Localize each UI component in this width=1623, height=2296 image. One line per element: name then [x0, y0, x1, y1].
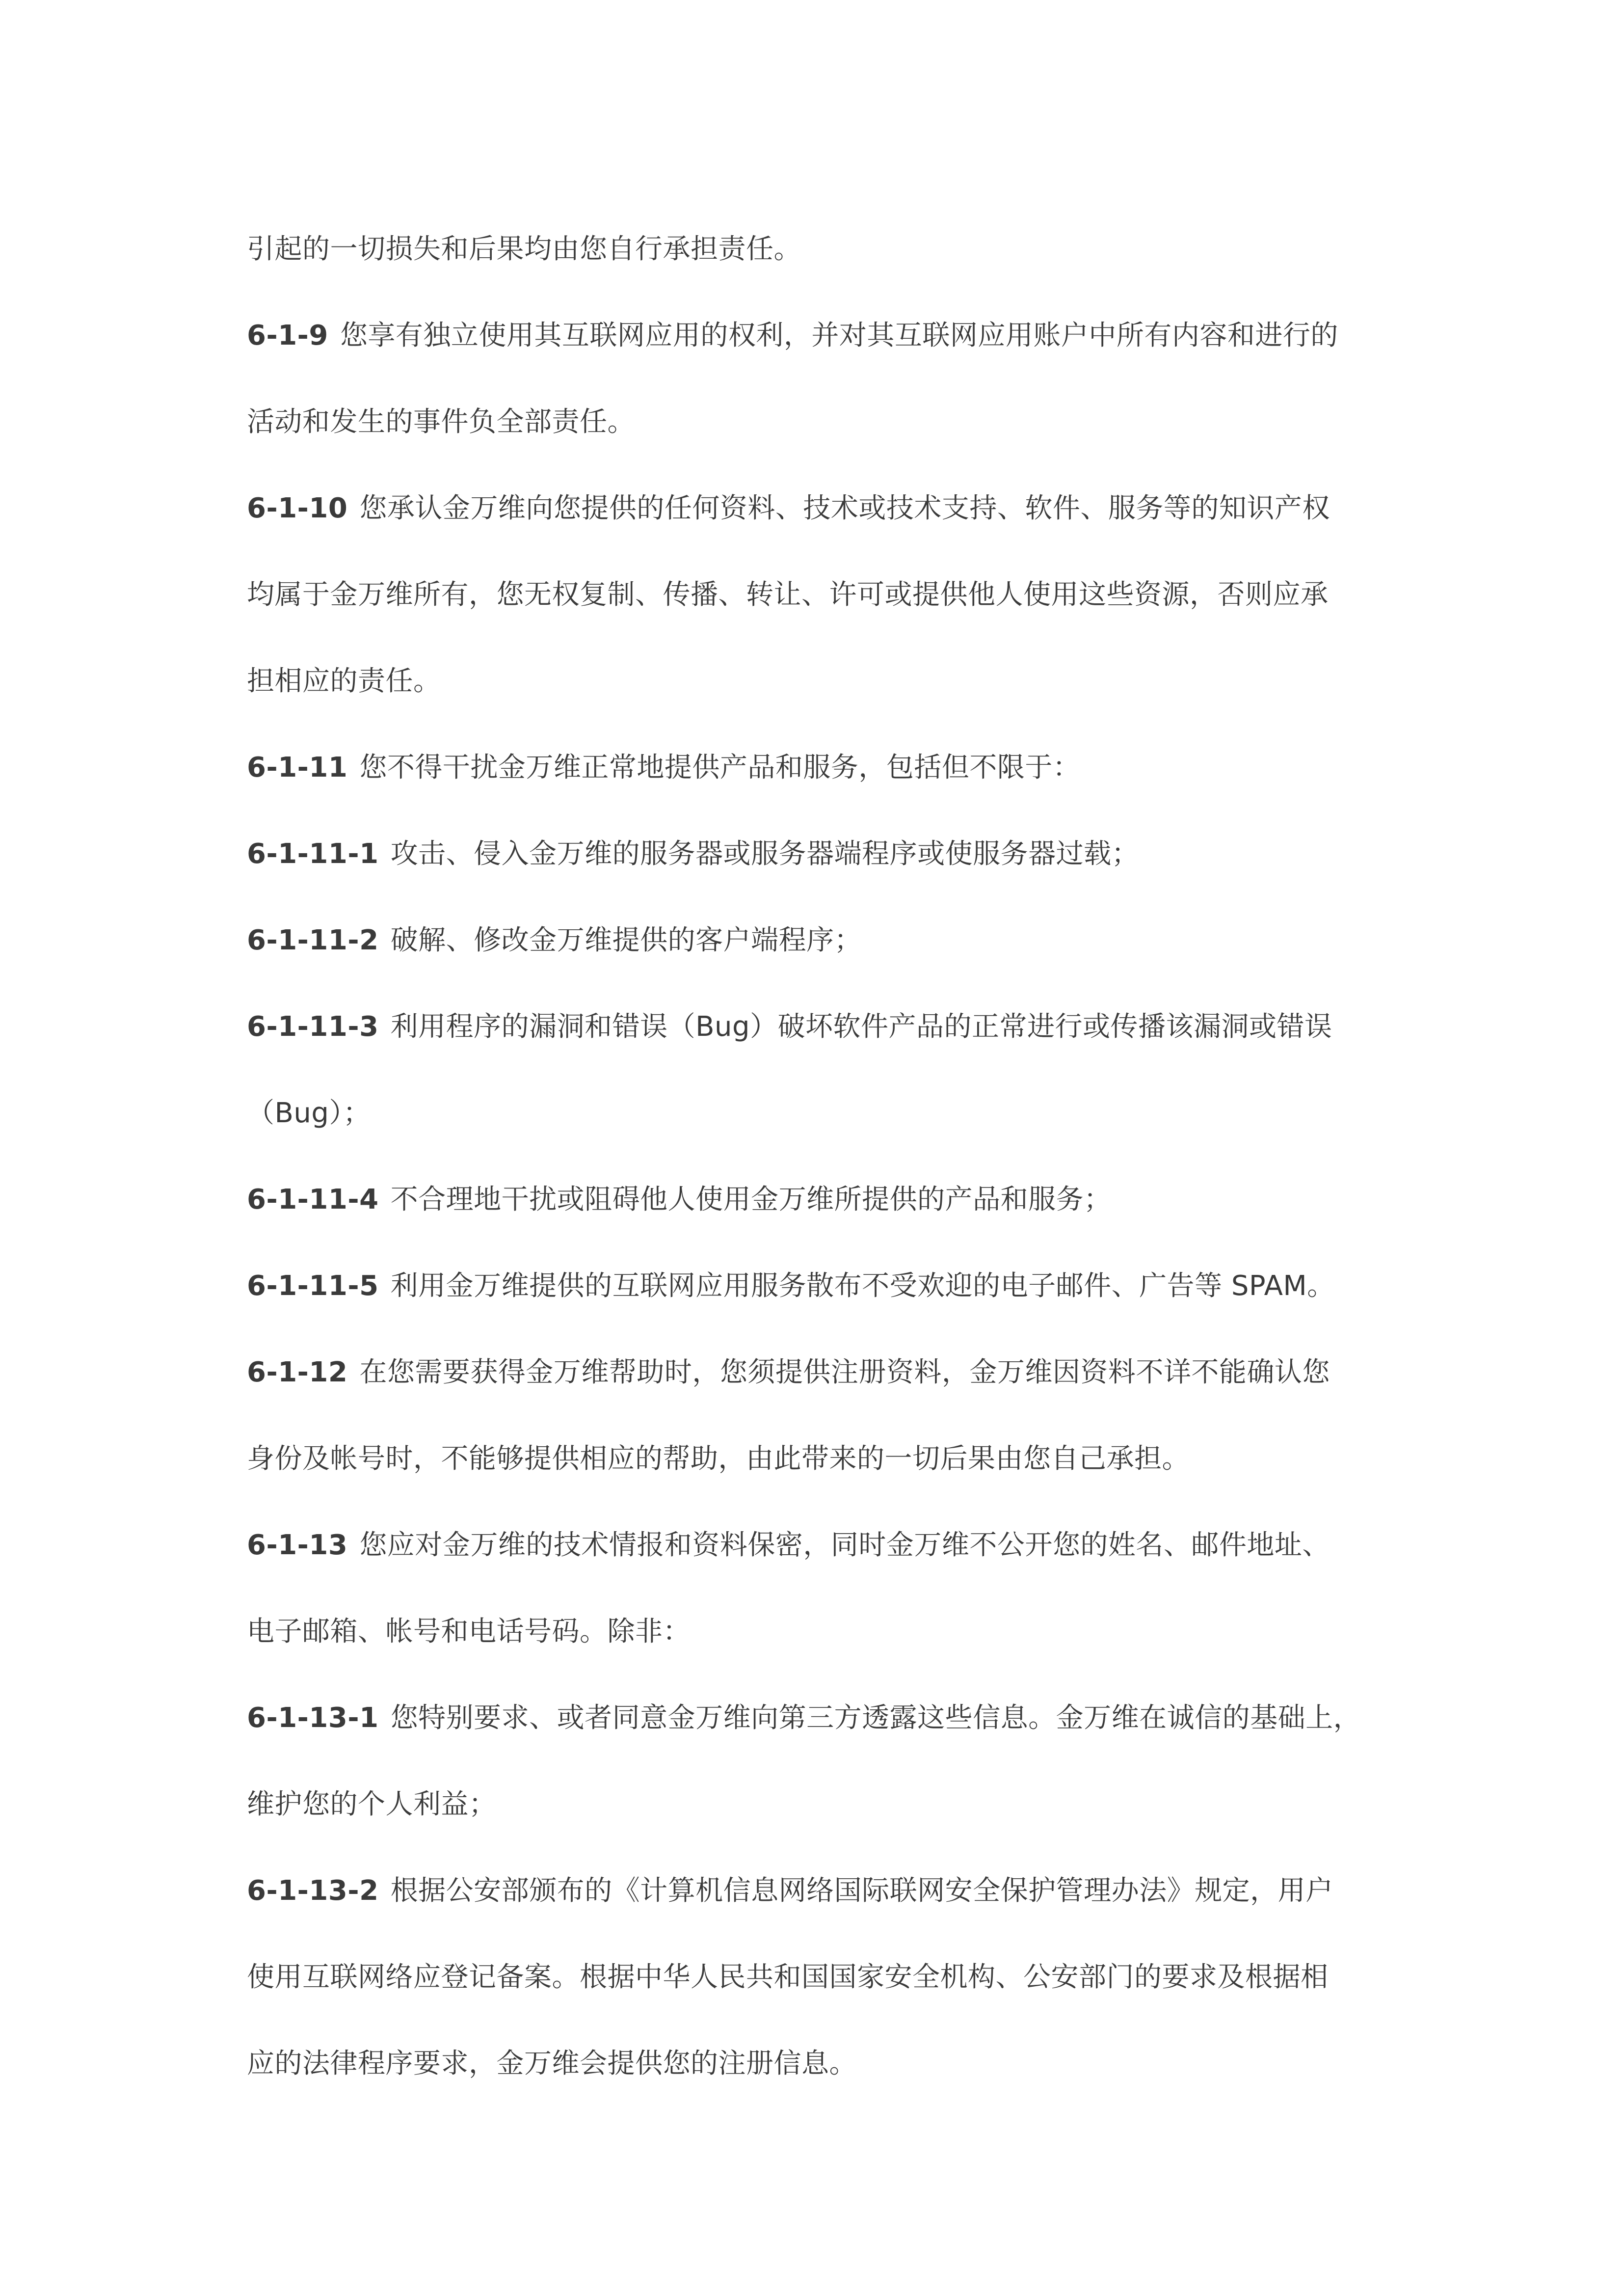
clause-text: 攻击、侵入金万维的服务器或服务器端程序或使服务器过载；: [390, 838, 1140, 870]
clause-number: 6-1-11: [247, 752, 348, 783]
clause-text: 身份及帐号时，不能够提供相应的帮助，由此带来的一切后果由您自己承担。: [247, 1443, 1190, 1475]
text-line: [247, 1502, 1395, 1589]
clause-text: 您承认金万维向您提供的任何资料、技术或技术支持、软件、服务等的知识产权: [359, 492, 1330, 524]
text-line: [247, 1761, 1395, 1848]
clause-text: 利用程序的漏洞和错误（Bug）破坏软件产品的正常进行或传播该漏洞或错误: [390, 1011, 1332, 1043]
clause-text: 使用互联网络应登记备案。根据中华人民共和国国家安全机构、公安部门的要求及根据相: [247, 1961, 1329, 1993]
text-line: [247, 1157, 1395, 1243]
clause-number: 6-1-9: [247, 320, 328, 351]
clause-text: 您应对金万维的技术情报和资料保密，同时金万维不公开您的姓名、邮件地址、: [359, 1529, 1330, 1561]
text-line: [247, 465, 1395, 552]
clause-text: 您特别要求、或者同意金万维向第三方透露这些信息。金万维在诚信的基础上，: [390, 1702, 1361, 1734]
clause-number: 6-1-11-5: [247, 1270, 379, 1302]
clause-number: 6-1-13: [247, 1529, 348, 1561]
clause-number: 6-1-11-3: [247, 1011, 379, 1043]
clause-text: （Bug）；: [247, 1097, 371, 1129]
text-line: [247, 1329, 1395, 1416]
clause-text: 引起的一切损失和后果均由您自行承担责任。: [247, 233, 801, 265]
text-line: [247, 897, 1395, 984]
text-line: [247, 725, 1395, 811]
document-body: [247, 206, 1395, 2107]
clause-text: 根据公安部颁布的《计算机信息网络国际联网安全保护管理办法》规定，用户: [390, 1875, 1333, 1907]
text-line: [247, 293, 1395, 379]
clause-number: 6-1-13-1: [247, 1702, 379, 1734]
text-line: [247, 811, 1395, 897]
text-line: [247, 2021, 1395, 2107]
clause-number: 6-1-13-2: [247, 1875, 379, 1907]
text-line: [247, 552, 1395, 638]
clause-number: 6-1-11-2: [247, 924, 379, 956]
clause-text: 应的法律程序要求，金万维会提供您的注册信息。: [247, 2048, 857, 2080]
clause-text: 破解、修改金万维提供的客户端程序；: [390, 924, 862, 956]
text-line: [247, 1070, 1395, 1157]
clause-text: 您享有独立使用其互联网应用的权利，并对其互联网应用账户中所有内容和进行的: [340, 320, 1338, 351]
text-line: [247, 1934, 1395, 2021]
text-line: [247, 1848, 1395, 1934]
clause-number: 6-1-12: [247, 1356, 348, 1388]
clause-text: 利用金万维提供的互联网应用服务散布不受欢迎的电子邮件、广告等 SPAM。: [390, 1270, 1335, 1302]
text-line: [247, 1675, 1395, 1761]
clause-text: 活动和发生的事件负全部责任。: [247, 406, 635, 438]
text-line: [247, 206, 1395, 293]
clause-text: 担相应的责任。: [247, 665, 441, 697]
clause-number: 6-1-11-1: [247, 838, 379, 870]
clause-text: 在您需要获得金万维帮助时，您须提供注册资料，金万维因资料不详不能确认您: [359, 1356, 1330, 1388]
clause-number: 6-1-11-4: [247, 1184, 379, 1216]
clause-text: 不合理地干扰或阻碍他人使用金万维所提供的产品和服务；: [390, 1184, 1112, 1216]
clause-number: 6-1-10: [247, 492, 348, 524]
text-line: [247, 379, 1395, 465]
clause-text: 您不得干扰金万维正常地提供产品和服务，包括但不限于：: [359, 752, 1081, 783]
clause-text: 维护您的个人利益；: [247, 1788, 497, 1820]
text-line: [247, 984, 1395, 1070]
text-line: [247, 1416, 1395, 1502]
clause-text: 均属于金万维所有，您无权复制、传播、转让、许可或提供他人使用这些资源，否则应承: [247, 579, 1329, 611]
text-line: [247, 1243, 1395, 1329]
text-line: [247, 1589, 1395, 1675]
clause-text: 电子邮箱、帐号和电话号码。除非：: [247, 1616, 691, 1648]
text-line: [247, 638, 1395, 725]
